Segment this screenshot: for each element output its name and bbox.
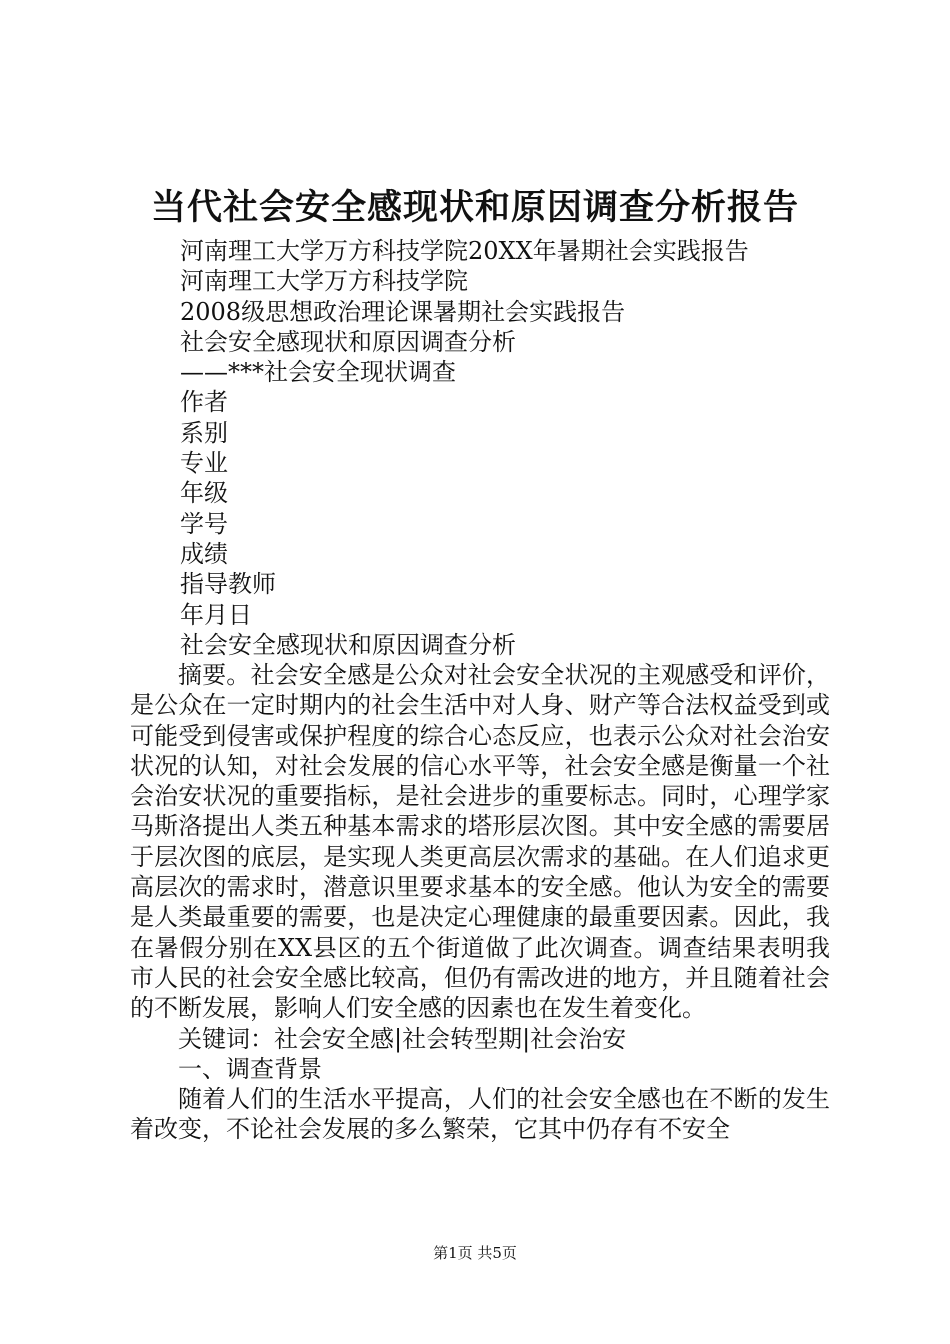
section-paragraph: 随着人们的生活水平提高，人们的社会安全感也在不断的发生着改变，不论社会发展的多么繁荣，它其中仍存有不安全 bbox=[130, 1085, 830, 1144]
abstract-paragraph: 摘要。社会安全感是公众对社会安全状况的主观感受和评价，是公众在一定时期内的社会生活中对人身、财产等合法权益受到或可能受到侵害或保护程度的综合心态反应，也表示公众对社会治安状况的认知，对社会发展的信心水平等，社会安全感是衡量一个社会治安状况的重要指标，是社会进步的重要标志。同时，心理学家马斯洛提出人类五种基本需求的塔形层次图。其中安全感的需要居于层次图的底层，是实现人类更高层次需求的基础。在人们追求更高层次的需求时，潜意识里要求基本的安全感。他认为安全的需要是人类最重要的需要，也是决定心理健康的最重要因素。因此，我在暑假分别在XX县区的五个街道做了此次调查。调查结果表明我市人民的社会安全感比较高，但仍有需改进的地方，并且随着社会的不断发展，影响人们安全感的因素也在发生着变化。 bbox=[130, 661, 830, 1023]
meta-line-student-id: 学号 bbox=[180, 509, 228, 538]
page-number-footer: 第1页 共5页 bbox=[433, 1244, 517, 1262]
meta-line-advisor: 指导教师 bbox=[180, 570, 276, 599]
meta-line-grade: 年级 bbox=[180, 479, 228, 508]
meta-line-author: 作者 bbox=[180, 388, 228, 417]
meta-line-report-heading: 河南理工大学万方科技学院20XX年暑期社会实践报告 bbox=[180, 237, 749, 265]
meta-line-department: 系别 bbox=[180, 418, 228, 447]
document-title: 当代社会安全感现状和原因调查分析报告 bbox=[150, 187, 799, 228]
meta-line-section-title: 社会安全感现状和原因调查分析 bbox=[180, 630, 516, 659]
meta-line-school: 河南理工大学万方科技学院 bbox=[180, 267, 468, 296]
section-heading: 一、调查背景 bbox=[178, 1054, 322, 1083]
cover-info-block bbox=[180, 236, 880, 660]
meta-line-report-title: 社会安全感现状和原因调查分析 bbox=[180, 327, 516, 356]
meta-line-major: 专业 bbox=[180, 449, 228, 478]
document-body bbox=[130, 660, 830, 1145]
meta-line-subtitle: ——***社会安全现状调查 bbox=[180, 358, 456, 387]
meta-line-score: 成绩 bbox=[180, 539, 228, 568]
meta-line-date: 年月日 bbox=[180, 600, 252, 629]
meta-line-course: 2008级思想政治理论课暑期社会实践报告 bbox=[180, 297, 626, 326]
keywords-line: 关键词：社会安全感|社会转型期|社会治安 bbox=[178, 1024, 627, 1053]
